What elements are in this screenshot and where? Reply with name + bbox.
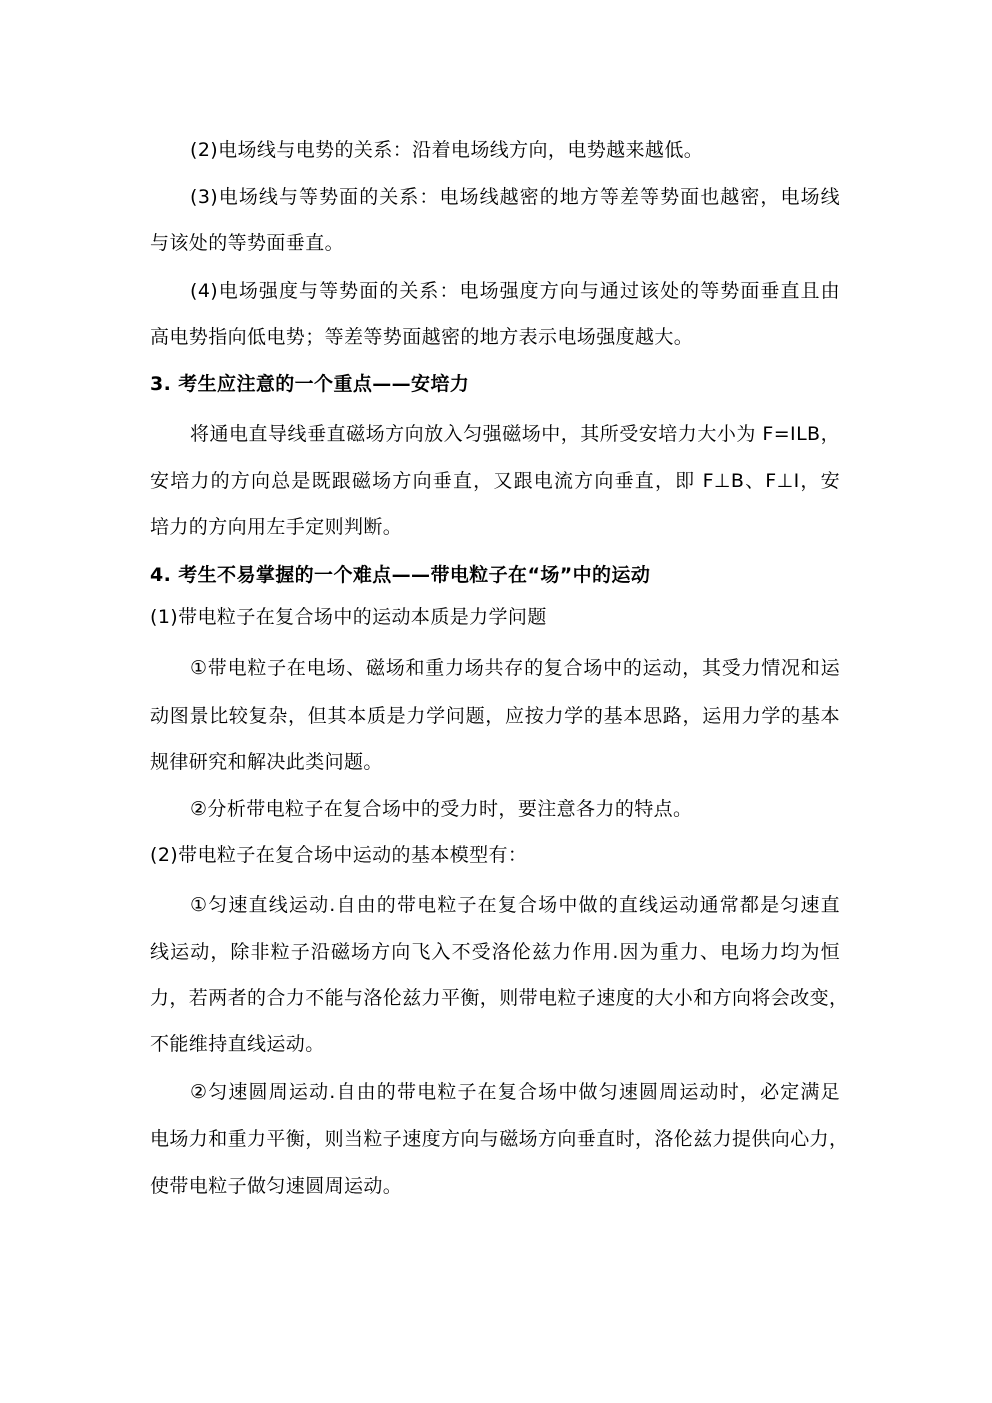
text-line: (2)电场线与电势的关系：沿着电场线方向，电势越来越低。: [190, 139, 704, 161]
text-line: 动图景比较复杂，但其本质是力学问题，应按力学的基本思路，运用力学的基本: [150, 705, 840, 727]
text-line: ①匀速直线运动.自由的带电粒子在复合场中做的直线运动通常都是匀速直: [190, 894, 840, 916]
text-line: 规律研究和解决此类问题。: [150, 751, 383, 773]
text-line: 安培力的方向总是既跟磁场方向垂直，又跟电流方向垂直，即 F⊥B、F⊥I，安: [150, 470, 840, 492]
subheading-line: (2)带电粒子在复合场中运动的基本模型有：: [150, 844, 528, 866]
text-line: ①带电粒子在电场、磁场和重力场共存的复合场中的运动，其受力情况和运: [190, 657, 840, 679]
section-heading: 4. 考生不易掌握的一个难点——带电粒子在“场”中的运动: [150, 564, 651, 586]
text-line: (4)电场强度与等势面的关系：电场强度方向与通过该处的等势面垂直且由: [190, 280, 840, 302]
text-line: (3)电场线与等势面的关系：电场线越密的地方等差等势面也越密，电场线: [190, 186, 840, 208]
text-line: 高电势指向低电势；等差等势面越密的地方表示电场强度越大。: [150, 326, 694, 348]
text-line: 使带电粒子做匀速圆周运动。: [150, 1175, 403, 1197]
text-line: ②匀速圆周运动.自由的带电粒子在复合场中做匀速圆周运动时，必定满足: [190, 1081, 840, 1103]
text-line: ②分析带电粒子在复合场中的受力时，要注意各力的特点。: [190, 798, 693, 820]
text-line: 培力的方向用左手定则判断。: [150, 516, 403, 538]
text-line: 将通电直导线垂直磁场方向放入匀强磁场中，其所受安培力大小为 F=ILB，: [190, 423, 840, 445]
text-line: 不能维持直线运动。: [150, 1033, 325, 1055]
text-line: 线运动，除非粒子沿磁场方向飞入不受洛伦兹力作用.因为重力、电场力均为恒: [150, 941, 840, 963]
text-line: 力，若两者的合力不能与洛伦兹力平衡，则带电粒子速度的大小和方向将会改变，: [150, 987, 849, 1009]
text-line: 与该处的等势面垂直。: [150, 232, 345, 254]
text-line: 电场力和重力平衡，则当粒子速度方向与磁场方向垂直时，洛伦兹力提供向心力，: [150, 1128, 849, 1150]
section-heading: 3. 考生应注意的一个重点——安培力: [150, 373, 470, 395]
subheading-line: (1)带电粒子在复合场中的运动本质是力学问题: [150, 606, 547, 628]
